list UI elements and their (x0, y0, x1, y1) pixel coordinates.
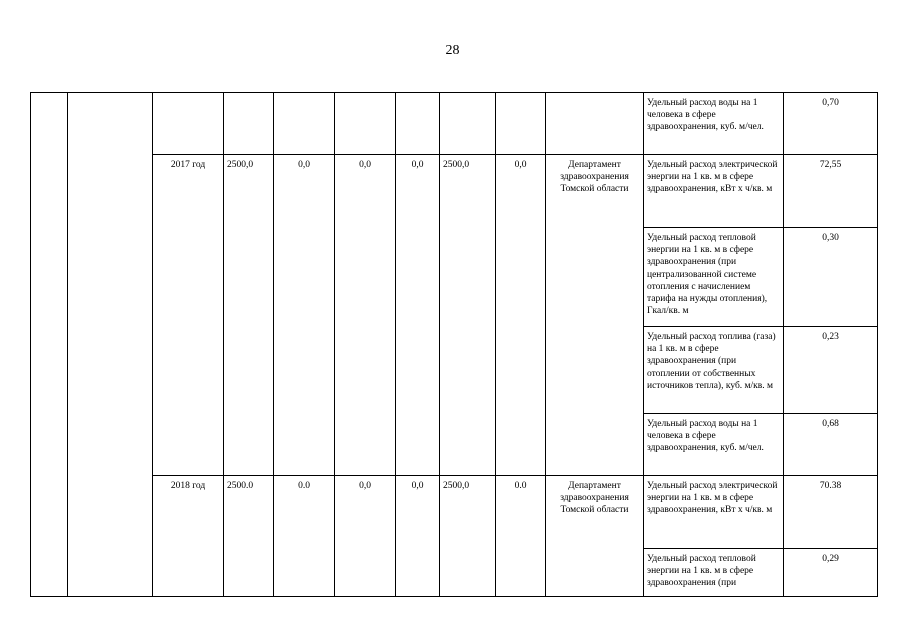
table-row (31, 155, 878, 228)
indicator-value: 0,70 (784, 93, 878, 155)
table-cell-extra: 2500,0 (440, 476, 496, 597)
indicator-name: Удельный расход топлива (газа) на 1 кв. м в сфере здравоохранения (при отоплении от собственных источников тепла), куб. м/кв. м (644, 327, 784, 414)
indicator-value: 0,30 (784, 228, 878, 327)
indicators-table (30, 92, 878, 597)
table-cell-department (546, 93, 644, 155)
table-cell-federal: 0,0 (274, 155, 335, 476)
table-cell-other (496, 93, 546, 155)
page-number: 28 (445, 43, 460, 58)
table-row (31, 476, 878, 549)
table-cell-other: 0,0 (496, 155, 546, 476)
table-cell-department: Департамент здравоохранения Томской области (546, 476, 644, 597)
table-cell-local: 0,0 (396, 155, 440, 476)
table-cell-total: 2500,0 (224, 155, 274, 476)
indicator-value: 0,29 (784, 549, 878, 597)
table-cell-year: 2018 год (153, 476, 224, 597)
table-cell-year: 2017 год (153, 155, 224, 476)
indicator-value: 0,23 (784, 327, 878, 414)
indicator-name: Удельный расход электрической энергии на 1 кв. м в сфере здравоохранения, кВт х ч/кв. м (644, 476, 784, 549)
table-cell-regional: 0,0 (335, 155, 396, 476)
table-cell-extra: 2500,0 (440, 155, 496, 476)
table-row (31, 93, 878, 155)
table-cell-regional: 0,0 (335, 476, 396, 597)
indicator-name: Удельный расход тепловой энергии на 1 кв. м в сфере здравоохранения (при централизованной системе отопления с начислением тарифа на нужды отопления), Гкал/кв. м (644, 228, 784, 327)
table-cell-federal (274, 93, 335, 155)
table-cell-local: 0,0 (396, 476, 440, 597)
indicator-name: Удельный расход электрической энергии на 1 кв. м в сфере здравоохранения, кВт х ч/кв. м (644, 155, 784, 228)
table-cell-measure (68, 93, 153, 597)
indicator-name: Удельный расход тепловой энергии на 1 кв. м в сфере здравоохранения (при (644, 549, 784, 597)
indicator-value: 0,68 (784, 414, 878, 476)
indicator-name: Удельный расход воды на 1 человека в сфере здравоохранения, куб. м/чел. (644, 414, 784, 476)
table-cell-total: 2500.0 (224, 476, 274, 597)
table-cell-department: Департамент здравоохранения Томской области (546, 155, 644, 476)
indicator-name: Удельный расход воды на 1 человека в сфере здравоохранения, куб. м/чел. (644, 93, 784, 155)
table-cell-local (396, 93, 440, 155)
indicator-value: 72,55 (784, 155, 878, 228)
table-cell-regional (335, 93, 396, 155)
table-cell-other: 0.0 (496, 476, 546, 597)
table-cell-year (153, 93, 224, 155)
table-cell-total (224, 93, 274, 155)
table-cell-number (31, 93, 68, 597)
indicator-value: 70.38 (784, 476, 878, 549)
table-cell-extra (440, 93, 496, 155)
table-cell-federal: 0.0 (274, 476, 335, 597)
